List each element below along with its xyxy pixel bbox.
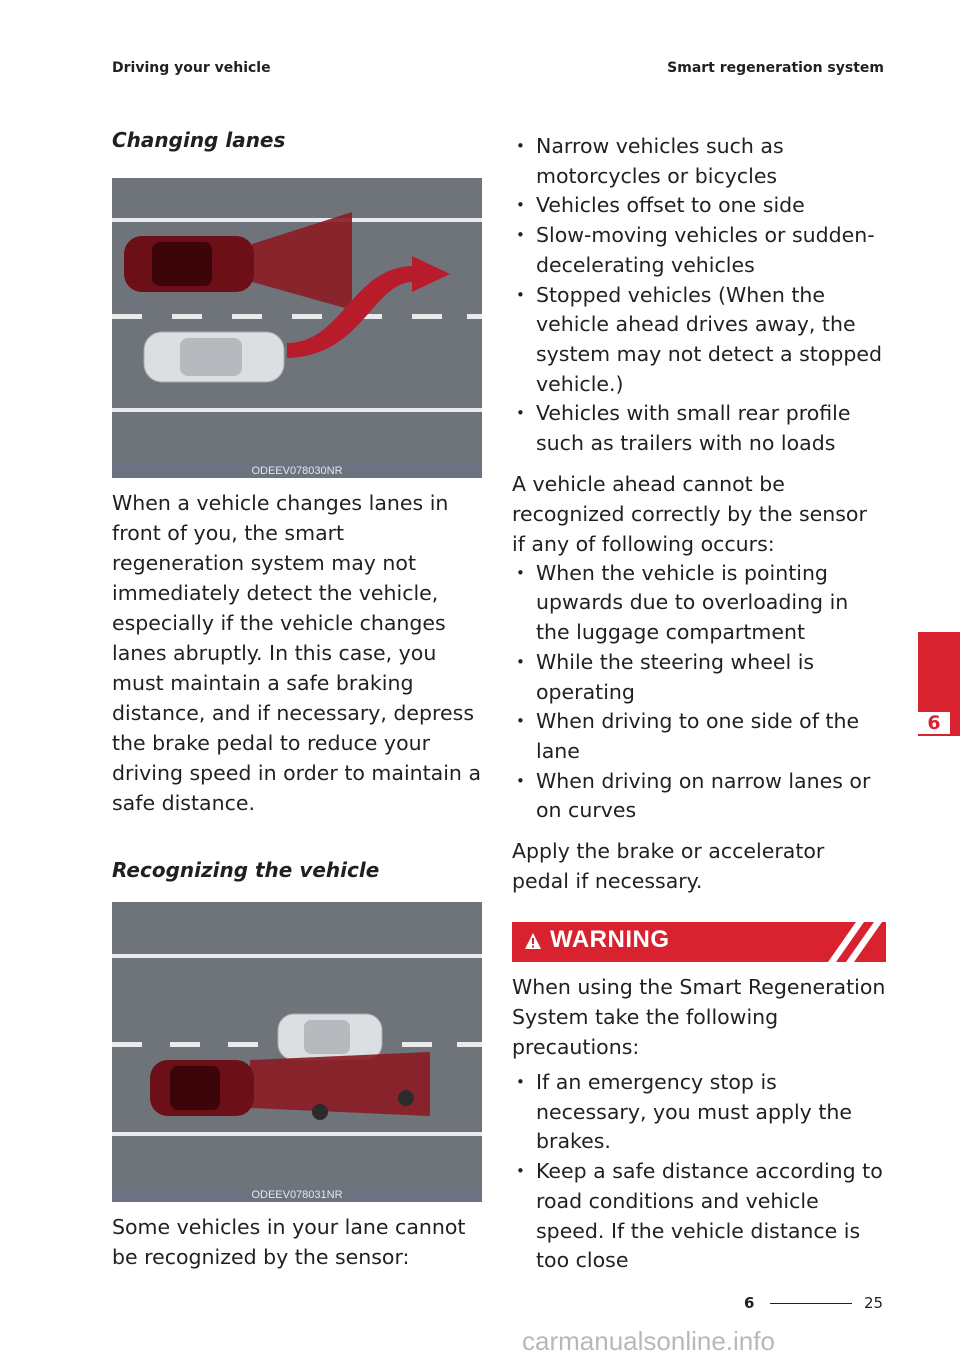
warning-triangle-icon <box>524 932 542 950</box>
paragraph-recognizing: Some vehicles in your lane cannot be recognized by the sensor: <box>112 1215 466 1269</box>
section-title-recognizing: Recognizing the vehicle <box>112 858 380 882</box>
warning-title: WARNING <box>550 926 670 954</box>
left-column <box>112 128 482 1272</box>
figure-recognizing-vehicle <box>112 902 482 1202</box>
list-item: • If an emergency stop is necessary, you must apply the brakes. <box>512 1068 886 1157</box>
figure-code: ODEEV078031NR <box>112 1188 482 1202</box>
slash-stripes-icon <box>816 922 886 962</box>
list-item: • When the vehicle is pointing upwards due to overloading in the luggage compartment <box>512 559 886 648</box>
conditions-list <box>512 559 886 826</box>
list-item: • Narrow vehicles such as motorcycles or bicycles <box>512 132 886 191</box>
list-item: • When driving to one side of the lane <box>512 707 886 766</box>
warning-banner <box>512 922 886 962</box>
list-item: • When driving on narrow lanes or on curves <box>512 767 886 826</box>
recognizing-vehicle-illustration <box>112 902 482 1202</box>
footer-page-number: 25 <box>864 1294 884 1312</box>
warning-list <box>512 1068 886 1276</box>
list-item: • Vehicles offset to one side <box>512 191 886 221</box>
changing-lanes-illustration <box>112 178 482 478</box>
warning-intro: When using the Smart Regeneration System take the following precautions: <box>512 975 886 1060</box>
list-item: • Slow-moving vehicles or sudden-decelerating vehicles <box>512 221 886 280</box>
header-section: Driving your vehicle <box>112 60 271 76</box>
right-column <box>512 128 886 1276</box>
paragraph-apply-pedal: Apply the brake or accelerator pedal if necessary. <box>512 839 825 894</box>
unrecognized-vehicles-list <box>512 132 886 459</box>
watermark: carmanualsonline.info <box>522 1326 775 1356</box>
paragraph-recognition-conditions: A vehicle ahead cannot be recognized correctly by the sensor if any of following occurs: <box>512 471 867 556</box>
section-title-changing-lanes: Changing lanes <box>112 128 286 152</box>
footer-divider <box>770 1303 852 1304</box>
footer-chapter: 6 <box>744 1294 755 1312</box>
paragraph-changing-lanes: When a vehicle changes lanes in front of you, the smart regeneration system may not immediately detect the vehicle, especially if the vehicle changes lanes abruptly. In this case, you must maintain a safe braking distance, and if necessary, depress the brake pedal to reduce your driving speed in order to maintain a safe distance. <box>112 491 481 815</box>
chapter-side-number: 6 <box>918 712 950 734</box>
header-topic: Smart regeneration system <box>667 60 884 76</box>
figure-changing-lanes <box>112 178 482 478</box>
list-item: • Stopped vehicles (When the vehicle ahead drives away, the system may not detect a stopped vehicle.) <box>512 281 886 400</box>
list-item: • Keep a safe distance according to road conditions and vehicle speed. If the vehicle distance is too close <box>512 1157 886 1276</box>
list-item: • Vehicles with small rear profile such as trailers with no loads <box>512 399 886 458</box>
figure-code: ODEEV078030NR <box>112 464 482 478</box>
list-item: • While the steering wheel is operating <box>512 648 886 707</box>
